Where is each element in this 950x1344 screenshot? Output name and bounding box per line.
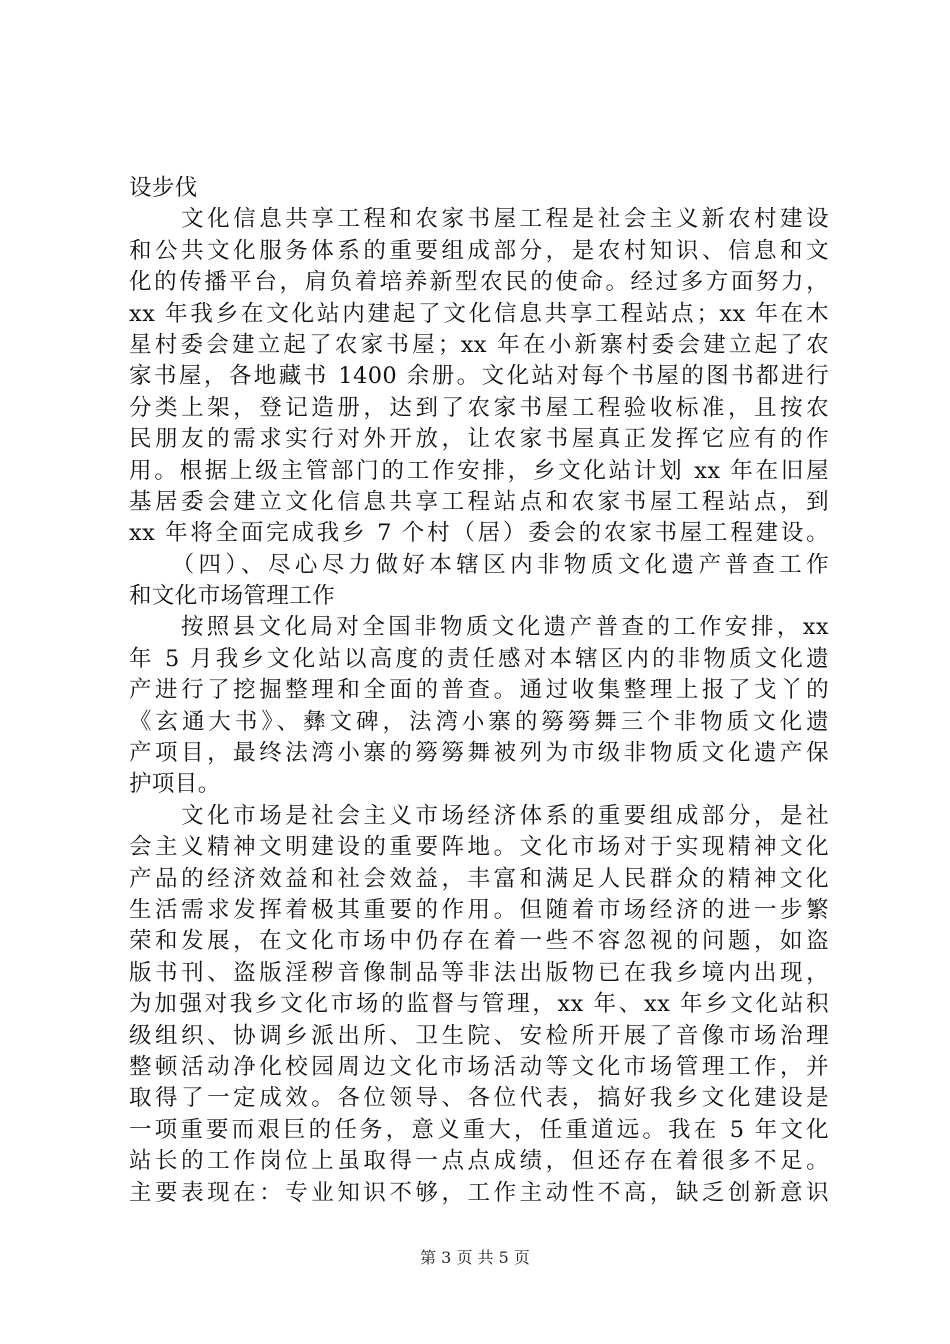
text-line: 家书屋，各地藏书 1400 余册。文化站对每个书屋的图书都进行	[129, 363, 829, 390]
text-line: 民朋友的需求实行对外开放，让农家书屋真正发挥它应有的作	[129, 426, 829, 453]
text-line: 荣和发展，在文化市场中仍存在着一些不容忽视的问题，如盗	[129, 928, 829, 955]
section-heading-line: 和文化市场管理工作	[129, 583, 336, 610]
text-line: 星村委会建立起了农家书屋；xx 年在小新寨村委会建立起了农	[129, 331, 829, 358]
text-line: 为加强对我乡文化市场的监督与管理，xx 年、xx 年乡文化站积	[129, 991, 829, 1018]
text-line: 级组织、协调乡派出所、卫生院、安检所开展了音像市场治理	[129, 1022, 829, 1049]
text-line: 产项目，最终法湾小寨的簩簩舞被列为市级非物质文化遗产保	[129, 740, 829, 767]
text-line: 会主义精神文明建设的重要阵地。文化市场对于实现精神文化	[129, 834, 829, 861]
text-line: 产品的经济效益和社会效益，丰富和满足人民群众的精神文化	[129, 865, 829, 892]
text-line: xx 年我乡在文化站内建起了文化信息共享工程站点；xx 年在木	[129, 300, 829, 327]
text-line: 基居委会建立文化信息共享工程站点和农家书屋工程站点，到	[129, 488, 829, 515]
text-line: 按照县文化局对全国非物质文化遗产普查的工作安排，xx	[129, 614, 829, 641]
document-body	[129, 173, 829, 1209]
text-line: 版书刊、盗版淫秽音像制品等非法出版物已在我乡境内出现，	[129, 959, 829, 986]
text-line: 整顿活动净化校园周边文化市场活动等文化市场管理工作，并	[129, 1053, 829, 1080]
text-line: 生活需求发挥着极其重要的作用。但随着市场经济的进一步繁	[129, 896, 829, 923]
text-line: 设步伐	[129, 175, 198, 201]
text-line: 站长的工作岗位上虽取得一点点成绩，但还存在着很多不足。	[129, 1148, 829, 1175]
text-line: 化的传播平台，肩负着培养新型农民的使命。经过多方面努力，	[129, 269, 829, 296]
text-line: 取得了一定成效。各位领导、各位代表，搞好我乡文化建设是	[129, 1085, 829, 1112]
text-line: 护项目。	[129, 771, 221, 798]
text-line: xx 年将全面完成我乡 7 个村（居）委会的农家书屋工程建设。	[129, 520, 829, 547]
text-line: 《玄通大书》、彝文碑，法湾小寨的簩簩舞三个非物质文化遗	[129, 708, 829, 735]
text-line: 产进行了挖掘整理和全面的普查。通过收集整理上报了戈丫的	[129, 677, 829, 704]
page-number-footer: 第 3 页 共 5 页	[420, 1248, 530, 1267]
text-line: 文化市场是社会主义市场经济体系的重要组成部分，是社	[129, 802, 829, 829]
text-line: 分类上架，登记造册，达到了农家书屋工程验收标准，且按农	[129, 394, 829, 421]
text-line: 和公共文化服务体系的重要组成部分，是农村知识、信息和文	[129, 237, 829, 264]
section-heading-line: （四）、尽心尽力做好本辖区内非物质文化遗产普查工作	[129, 551, 829, 578]
text-line: 文化信息共享工程和农家书屋工程是社会主义新农村建设	[129, 206, 829, 233]
text-line: 主要表现在：专业知识不够，工作主动性不高，缺乏创新意识	[129, 1179, 829, 1206]
text-line: 一项重要而艰巨的任务，意义重大，任重道远。我在 5 年文化	[129, 1116, 829, 1143]
text-line: 用。根据上级主管部门的工作安排，乡文化站计划 xx 年在旧屋	[129, 457, 829, 484]
text-line: 年 5 月我乡文化站以高度的责任感对本辖区内的非物质文化遗	[129, 645, 829, 672]
